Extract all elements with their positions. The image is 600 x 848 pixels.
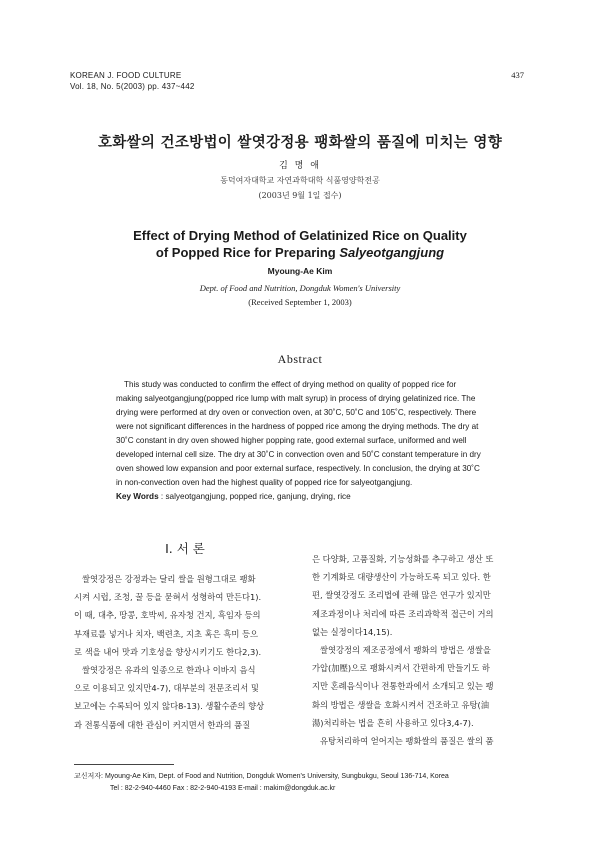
author-english: Myoung-Ae Kim xyxy=(267,266,333,276)
body-line: 한 기계화로 대량생산이 가능하도록 되고 있다. 한 xyxy=(312,572,491,583)
abstract-line: developed internal cell size. The dry at 30˚C in convection oven and 50˚C constant temperature in dry xyxy=(116,450,481,459)
body-line: 湯)처리하는 법을 흔히 사용하고 있다3,4-7). xyxy=(312,717,474,728)
author-korean: 김 명 애 xyxy=(279,161,321,171)
keywords xyxy=(116,492,351,501)
abstract-body xyxy=(116,378,498,490)
abstract-line: drying were performed at dry oven or convection oven, at 30˚C, 50˚C and 105˚C, respectively. There xyxy=(116,408,477,417)
journal-name: KOREAN J. FOOD CULTURE xyxy=(70,71,182,80)
body-line: 지만 혼례음식이나 전통한과에서 소개되고 있는 팽 xyxy=(312,681,494,692)
title-english-line1: Effect of Drying Method of Gelatinized Rice on Quality xyxy=(133,228,467,243)
body-line: 가압(加壓)으로 팽화시켜서 간편하게 만들기도 하 xyxy=(312,663,490,674)
affiliation-korean: 동덕여자대학교 자연과학대학 식품영양학전공 xyxy=(220,176,380,185)
title-korean: 호화쌀의 건조방법이 쌀엿강정용 팽화쌀의 품질에 미치는 영향 xyxy=(97,135,503,151)
body-line: 없는 실정이다14,15). xyxy=(312,626,393,637)
footnote xyxy=(74,771,449,795)
abstract-line: 30˚C constant in dry oven showed higher popping rate, good external surface, uniformed and well xyxy=(116,436,467,445)
body-line: 유탕처리하여 얻어지는 팽화쌀의 품질은 쌀의 품 xyxy=(320,736,494,747)
footnote-correspondence: 교신저자: Myoung-Ae Kim, Dept. of Food and Nutrition, Dongduk Women's University, Sungbukgu, Seoul 136-714, Korea xyxy=(74,773,449,780)
body-line: 쌀엿강정은 강정과는 달리 쌀을 원형그대로 팽화 xyxy=(82,574,256,584)
affiliation-english: Dept. of Food and Nutrition, Dongduk Women's University xyxy=(199,283,401,293)
footnote-contact: Tel : 82-2-940-4460 Fax : 82-2-940-4193 E-mail : makim@dongduk.ac.kr xyxy=(110,785,336,792)
title-english-line2-text: of Popped Rice for Preparing xyxy=(155,245,340,260)
abstract-line: in non-convection oven had the highest quality of popped rice for salyeotgangjung. xyxy=(116,478,413,487)
page-number: 437 xyxy=(511,70,524,80)
body-line: 으로 이용되고 있지만4-7), 대부분의 전문조리서 및 xyxy=(74,683,259,694)
journal-volume: Vol. 18, No. 5(2003) pp. 437~442 xyxy=(70,82,195,91)
abstract-line: This study was conducted to confirm the effect of drying method on quality of popped rice for xyxy=(124,380,457,389)
section-heading: I. 서 론 xyxy=(165,541,205,556)
title-english xyxy=(0,227,600,261)
journal-header xyxy=(70,70,195,92)
body-line: 편, 쌀엿강정도 조리법에 관해 많은 연구가 있지만 xyxy=(312,590,491,601)
title-english-line2-italic: Salyeotgangjung xyxy=(339,245,445,260)
abstract-heading: Abstract xyxy=(277,352,323,366)
body-line: 이 때, 대추, 땅콩, 호박씨, 유자청 건지, 흑임자 등의 xyxy=(74,610,261,621)
body-line: 화의 방법은 생쌀을 호화시켜서 건조하고 유탕(油 xyxy=(312,699,490,710)
left-column xyxy=(74,570,296,734)
body-line: 로 색을 내어 맛과 기호성을 향상시키기도 한다2,3). xyxy=(74,646,262,657)
body-line: 제조과정이나 처리에 따른 조리과학적 접근이 거의 xyxy=(312,608,494,619)
body-line: 은 다양화, 고품질화, 기능성화를 추구하고 생산 또 xyxy=(312,554,494,564)
received-date-english: (Received September 1, 2003) xyxy=(248,297,352,307)
title-english-line2 xyxy=(0,244,600,261)
footnote-rule xyxy=(74,764,174,765)
abstract-line: oven showed low expansion and poor external surface, respectively. In conclusion, the drying at 30˚C xyxy=(116,464,480,473)
body-line: 부재료를 넣거나 치자, 백련초, 지초 혹은 흑미 등으 xyxy=(74,628,259,639)
received-date-korean: (2003년 9월 1일 접수) xyxy=(258,191,342,200)
right-column xyxy=(312,550,534,750)
keywords-list: : salyeotgangjung, popped rice, ganjung, drying, rice xyxy=(158,492,351,501)
keywords-label: Key Words xyxy=(116,492,159,501)
body-line: 쌀엿강정은 유과의 일종으로 한과나 이바지 음식 xyxy=(82,665,256,676)
body-line: 과 전통식품에 대한 관심이 커지면서 한과의 품질 xyxy=(74,719,251,730)
body-line: 시켜 시럽, 조청, 꿀 등을 묻혀서 성형하여 만든다1). xyxy=(74,592,262,603)
body-line: 보고에는 수록되어 있지 않다8-13). 생활수준의 향상 xyxy=(74,701,265,712)
abstract-line: making salyeotgangjung(popped rice lump with malt syrup) in process of drying gelatinized rice. The xyxy=(116,394,476,403)
abstract-line: were not significant differences in the hardness of popped rice among the drying methods. The dry at xyxy=(116,422,479,431)
body-line: 쌀엿강정의 제조공정에서 팽화의 방법은 생쌀을 xyxy=(320,645,491,656)
